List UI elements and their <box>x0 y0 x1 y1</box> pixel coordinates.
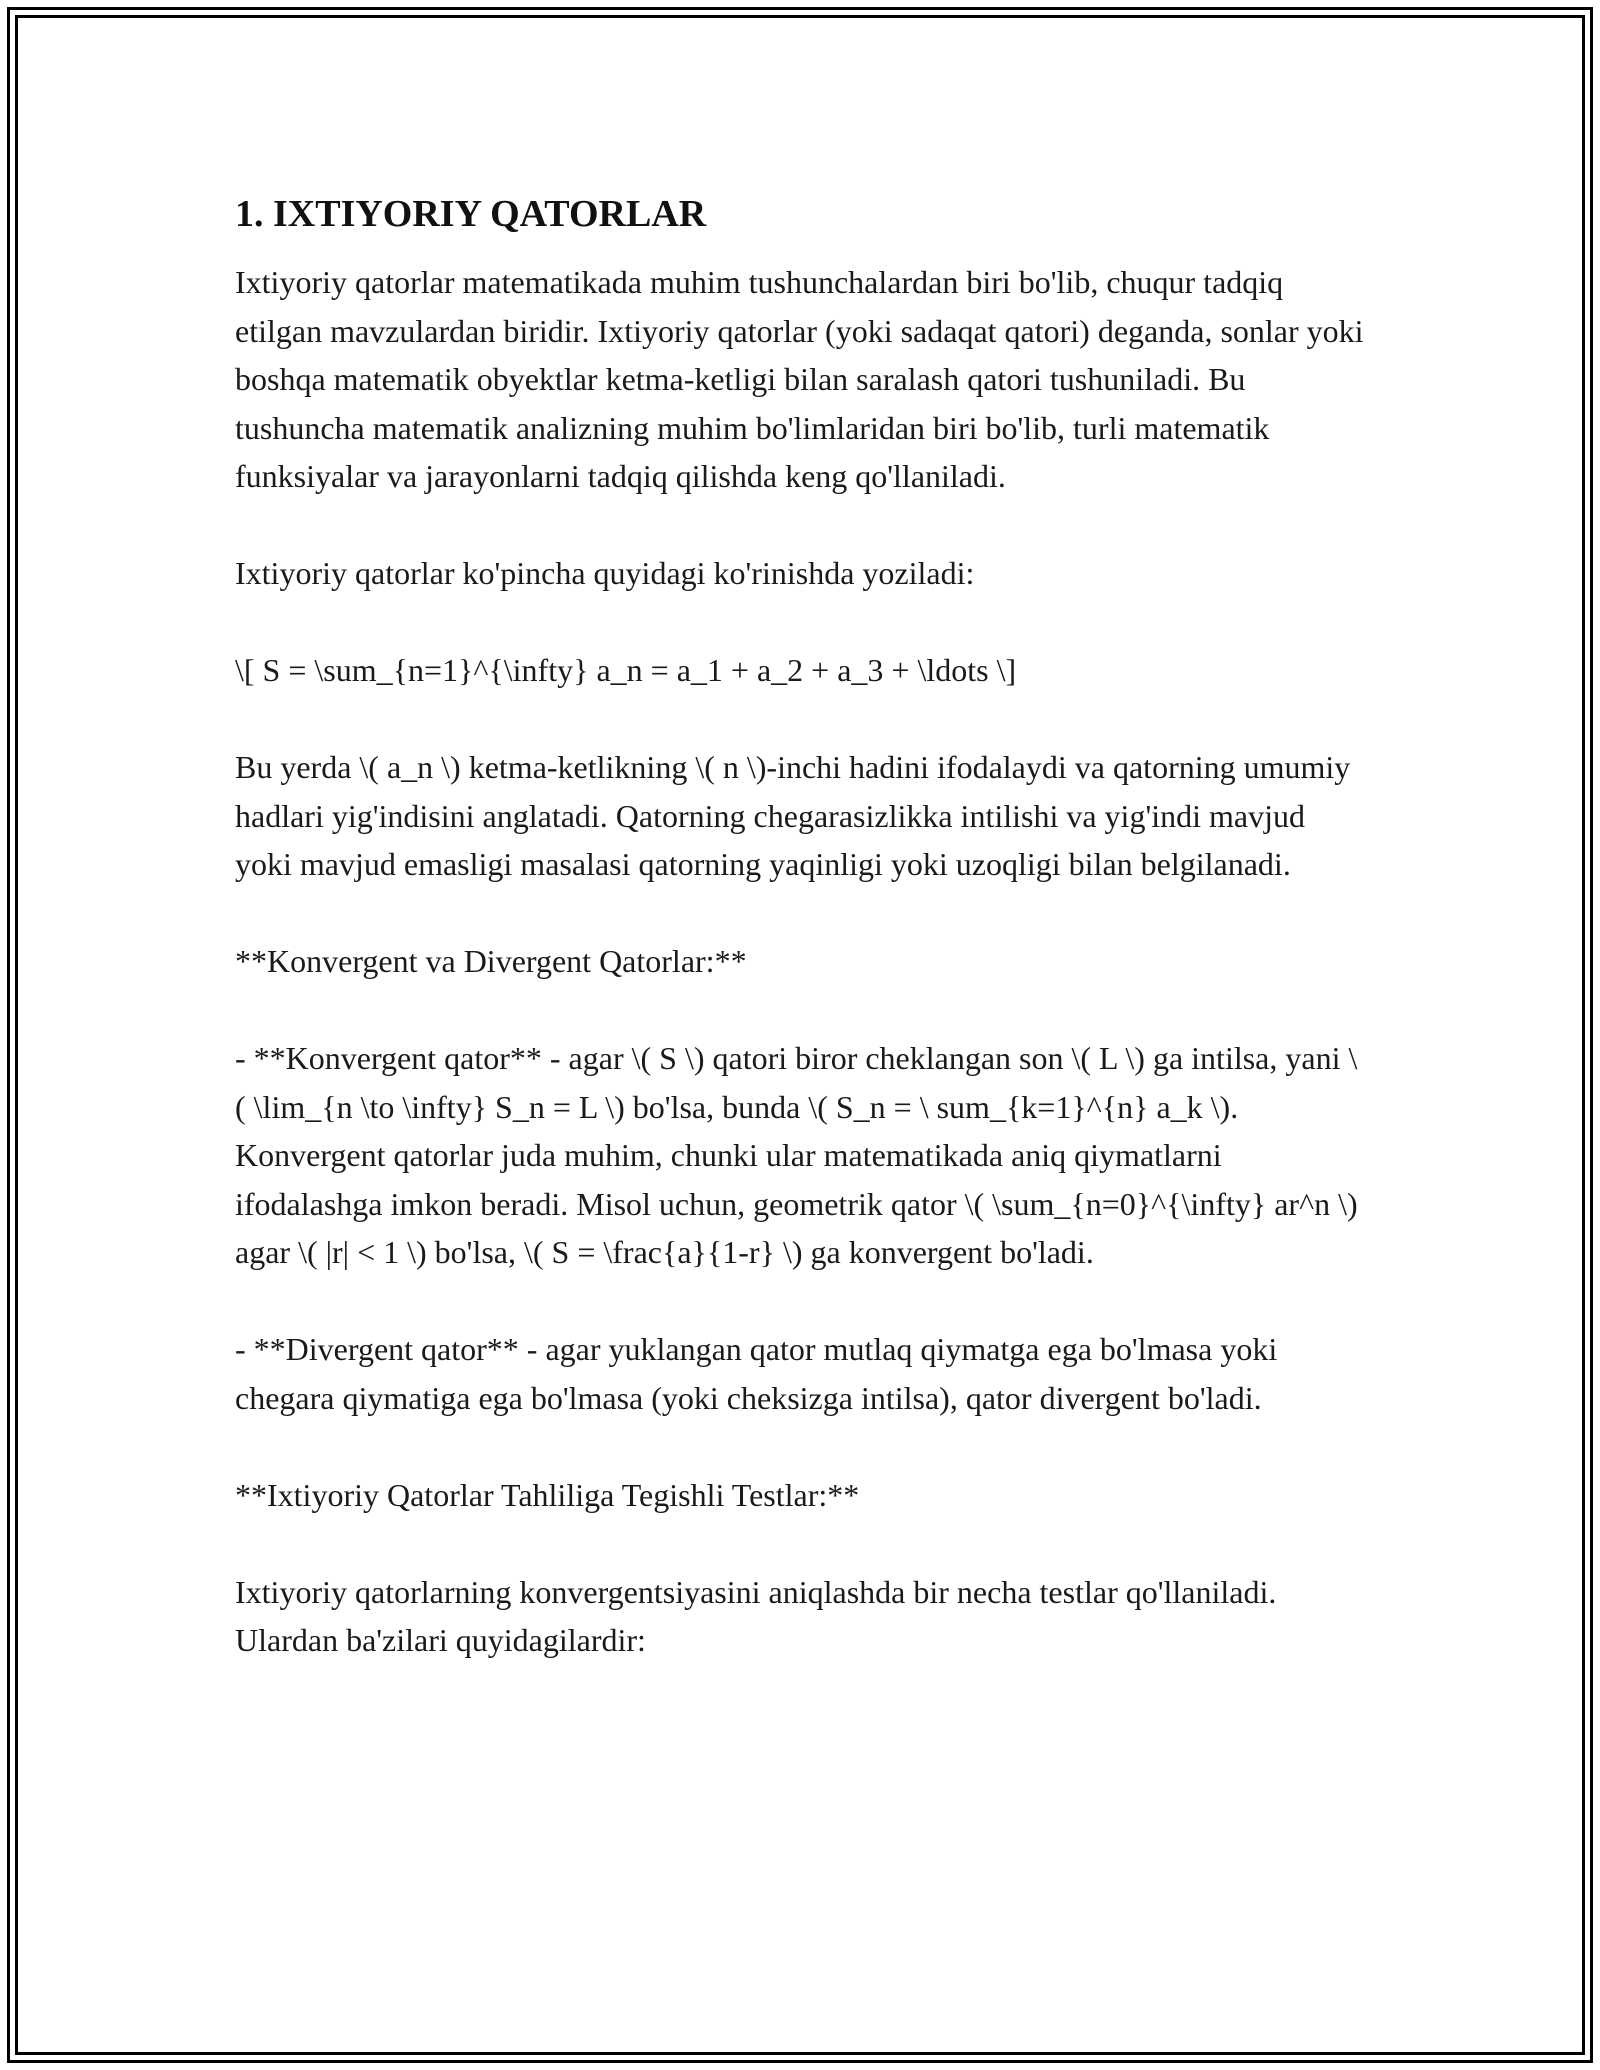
paragraph-term-explanation: Bu yerda \( a_n \) ketma-ketlikning \( n \)-inchi hadini ifodalaydi va qatorning umumiy hadlari yig'indisini anglatadi. Qatorning chegarasizlikka intilishi va yig'indi mavjud yoki mavjud emasligi masalasi qatorning yaqinligi yoki uzoqligi bilan belgilanadi. <box>235 749 1351 882</box>
paragraph-convergent-series: - **Konvergent qator** - agar \( S \) qatori biror cheklangan son \( L \) ga intilsa, yani \( \lim_{n \to \infty} S_n = L \) bo'lsa, bunda \( S_n = \ sum_{k=1}^{n} a_k \). Konvergent qatorlar juda muhim, chunki ular matematikada aniq qiymatlarni ifodalashga imkon beradi. Misol uchun, geometrik qator \( \sum_{n=0}^{\infty} ar^n \) agar \( |r| < 1 \) bo'lsa, \( S = \frac{a}{1-r} \) ga konvergent bo'ladi. <box>235 1040 1358 1270</box>
paragraph-notation-intro: Ixtiyoriy qatorlar ko'pincha quyidagi ko'rinishda yoziladi: <box>235 555 975 591</box>
document-title: 1. IXTIYORIY QATORLAR <box>235 193 707 235</box>
paragraph-tests-intro: Ixtiyoriy qatorlarning konvergentsiyasini aniqlashda bir necha testlar qo'llaniladi. Ulardan ba'zilari quyidagilardir: <box>235 1573 1277 1658</box>
paragraph-intro: Ixtiyoriy qatorlar matematikada muhim tushunchalardan biri bo'lib, chuqur tadqiq etilgan mavzulardan biridir. Ixtiyoriy qatorlar (yoki sadaqat qatori) deganda, sonlar yoki boshqa matematik obyektlar ketma-ketligi bilan saralash qatori tushuniladi. Bu tushuncha matematik analizning muhim bo'limlaridan biri bo'lib, turli matematik funksiyalar va jarayonlarni tadqiq qilishda keng qo'llaniladi. <box>235 264 1364 494</box>
paragraph-section-heading-convergence: **Konvergent va Divergent Qatorlar:** <box>235 943 747 979</box>
paragraph-divergent-series: - **Divergent qator** - agar yuklangan qator mutlaq qiymatga ega bo'lmasa yoki chegara qiymatiga ega bo'lmasa (yoki cheksizga intilsa), qator divergent bo'ladi. <box>235 1331 1278 1416</box>
paragraph-section-heading-tests: **Ixtiyoriy Qatorlar Tahliliga Tegishli Testlar:** <box>235 1476 860 1513</box>
document-body <box>235 190 1365 1665</box>
paragraph-series-formula: \[ S = \sum_{n=1}^{\infty} a_n = a_1 + a_2 + a_3 + \ldots \] <box>235 652 1017 688</box>
